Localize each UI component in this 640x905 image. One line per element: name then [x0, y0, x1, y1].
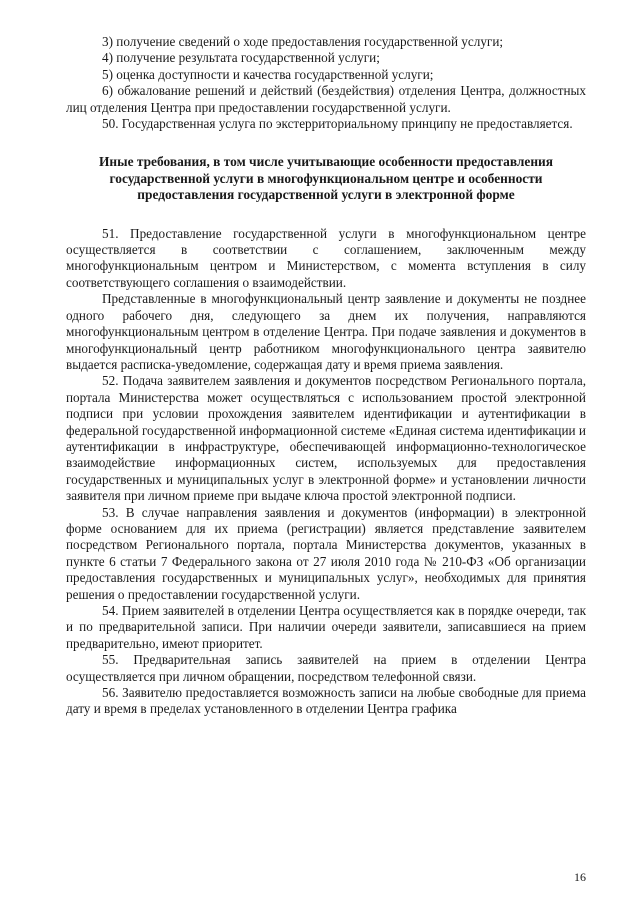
paragraph-51: 51. Предоставление государственной услуги в многофункциональном центре осуществляется в соответствии с соглашением, заключенным между многофункциональным центром и Министерством, с момента вступления в силу соответствующего соглашения о взаимодействии.: [66, 225, 586, 290]
document-page: [66, 34, 586, 718]
paragraph-53: 53. В случае направления заявления и документов (информации) в электронной форме основанием для их приема (регистрации) является представление заявителем посредством Регионального портала, портала Министерства документов, указанных в пункте 6 статьи 7 Федерального закона от 27 июля 2010 года № 210-ФЗ «Об организации предоставления государственных и муниципальных услуг», необходимых для принятия решения о предоставлении государственной услуги.: [66, 504, 586, 602]
list-item-4: 4) получение результата государственной услуги;: [102, 50, 380, 66]
list-item-5: 5) оценка доступности и качества государственной услуги;: [102, 66, 434, 82]
section-heading: Иные требования, в том числе учитывающие особенности предоставления государственной услуги в многофункциональном центре и особенности предоставления государственной услуги в электронной форме: [98, 154, 554, 203]
list-item-6: 6) обжалование решений и действий (бездействия) отделения Центра, должностных лиц отделения Центра при предоставлении государственной услуги.: [66, 83, 586, 115]
paragraph-55: 55. Предварительная запись заявителей на прием в отделении Центра осуществляется при личном обращении, посредством телефонной связи.: [66, 652, 586, 684]
paragraph-56: 56. Заявителю предоставляется возможность записи на любые свободные для приема дату и время в пределах установленного в отделении Центра графика: [66, 685, 586, 717]
paragraph-50: 50. Государственная услуга по экстерриториальному принципу не предоставляется.: [102, 116, 573, 132]
list-item-3: 3) получение сведений о ходе предоставления государственной услуги;: [102, 34, 504, 49]
paragraph-51-continued: Представленные в многофункциональный центр заявление и документы не позднее одного рабочего дня, следующего за днем их получения, направляются многофункциональным центром в отделение Центра. При подаче заявления и документов в многофункциональный центр работником многофункционального центра заявителю выдается расписка-уведомление, содержащая дату и время приема заявления.: [66, 291, 586, 372]
page-number: 16: [574, 870, 586, 884]
paragraph-54: 54. Прием заявителей в отделении Центра осуществляется как в порядке очереди, так и по предварительной записи. При наличии очереди заявители, записавшиеся на прием предварительно, имеют приоритет.: [66, 603, 586, 651]
paragraph-52: 52. Подача заявителем заявления и документов посредством Регионального портала, портала Министерства может осуществляться с использованием простой электронной подписи при условии прохождения заявителем идентификации и аутентификации в федеральной государственной информационной системе «Единая система идентификации и аутентификации в инфраструктуре, обеспечивающей информационно-технологическое взаимодействие информационных систем, используемых для предоставления государственных и муниципальных услуг в электронной форме» и установлении личности заявителя при личном приеме при выдаче ключа простой электронной подписи.: [66, 373, 586, 504]
